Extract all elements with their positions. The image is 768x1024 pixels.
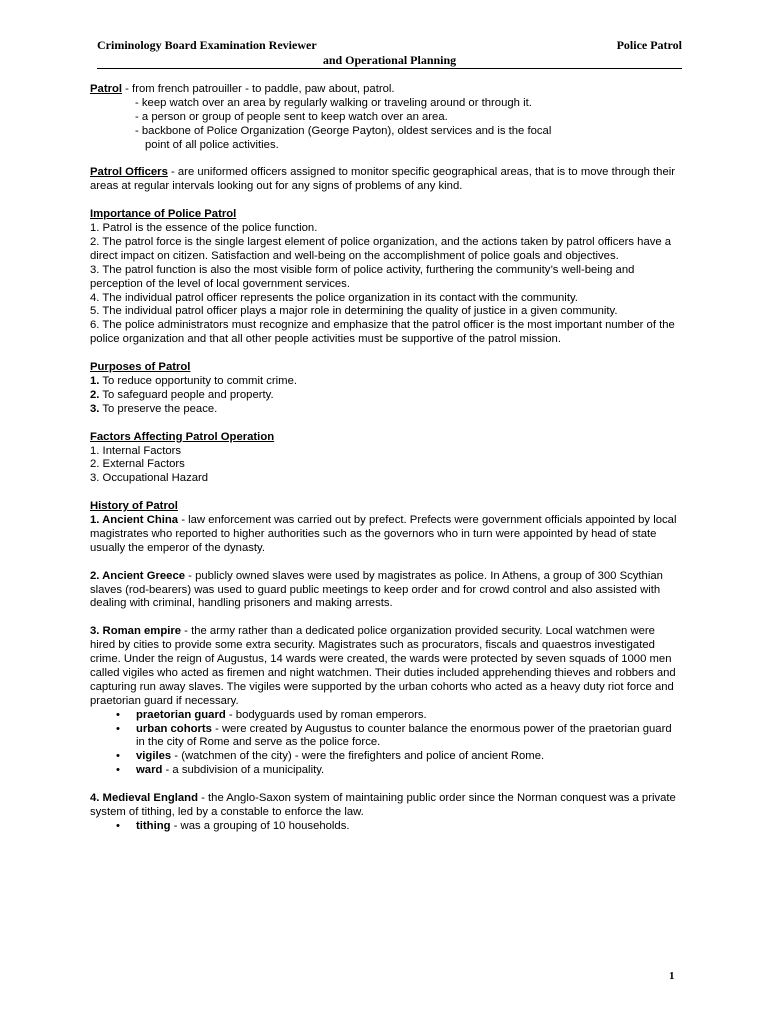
- importance-item: 5. The individual patrol officer plays a major role in determining the quality of justice in a given community.: [90, 305, 618, 318]
- header-title-line2: and Operational Planning: [322, 53, 457, 67]
- list-item: [90, 709, 680, 723]
- header-title-right: Police Patrol: [616, 38, 682, 52]
- bullet-term: urban cohorts: [136, 722, 212, 735]
- history-ancient-greece: [90, 570, 680, 612]
- patrol-officers-definition: [90, 166, 680, 194]
- list-item: [90, 750, 680, 764]
- patrol-officers-term: Patrol Officers: [90, 166, 168, 179]
- history-text: - law enforcement was carried out by prefect. Prefects were government officials appointed by local magistrates who reported to higher authorities such as the governors who in turn were appointed by head of state usually the emperor of the dynasty.: [90, 514, 677, 554]
- patrol-term: Patrol: [90, 83, 123, 95]
- history-text: - the army rather than a dedicated police organization provided security. Local watchmen were hired by cities to provide some extra security. Magistrates such as procurators, fiscals and quaestros investigated crime. Under the reign of Augustus, 14 wards were created, the wards were protected by seven squads of 1000 men called vigiles who acted as firemen and night watchmen. Their duties included apprehending thieves and robbers and capturing run away slaves. The vigiles were supported by the urban cohorts who acted as a heavy duty riot force and praetorian guard if necessary.: [90, 625, 676, 707]
- purpose-item: [90, 403, 680, 417]
- factor-item: 2. External Factors: [90, 458, 185, 471]
- purpose-number: 2.: [90, 388, 100, 401]
- purpose-item: [90, 389, 680, 403]
- patrol-officers-text: - are uniformed officers assigned to monitor specific geographical areas, that is to move through their areas at regular intervals looking out for any signs of problems of any kind.: [90, 166, 676, 193]
- factors-heading: Factors Affecting Patrol Operation: [90, 430, 275, 443]
- patrol-def-4a: - backbone of Police Organization (George Payton), oldest services and is the focal: [135, 124, 552, 137]
- document-body: [90, 83, 680, 834]
- history-text: - publicly owned slaves were used by magistrates as police. In Athens, a group of 300 Scythian slaves (rod-bearers) was used to guard public meetings to keep order and for crowd control and also assisted with dealing with criminal, handling prisoners and making arrests.: [90, 569, 663, 610]
- england-bullet-list: [90, 820, 680, 834]
- bullet-term: ward: [136, 764, 163, 777]
- factor-item: 1. Internal Factors: [90, 444, 182, 457]
- history-term: 1. Ancient China: [90, 514, 179, 527]
- history-term: 3. Roman empire: [90, 625, 182, 638]
- patrol-def-2: - keep watch over an area by regularly walking or traveling around or through it.: [135, 96, 532, 109]
- purpose-number: 3.: [90, 402, 100, 415]
- bullet-text: - (watchmen of the city) - were the firefighters and police of ancient Rome.: [171, 750, 545, 763]
- bullet-term: vigiles: [136, 750, 172, 763]
- purpose-number: 1.: [90, 374, 100, 387]
- bullet-text: - were created by Augustus to counter balance the enormous power of the praetorian guard in the city of Rome and serve as the police force.: [136, 722, 672, 749]
- patrol-definition: [90, 83, 680, 97]
- bullet-text: - was a grouping of 10 households.: [170, 819, 350, 832]
- page-header: [97, 38, 682, 69]
- list-item: [90, 764, 680, 778]
- list-item: [90, 723, 680, 751]
- list-item: [90, 820, 680, 834]
- history-text: - the Anglo-Saxon system of maintaining public order since the Norman conquest was a private system of tithing, led by a constable to enforce the law.: [90, 792, 676, 818]
- bullet-term: praetorian guard: [136, 708, 226, 721]
- importance-heading: Importance of Police Patrol: [90, 208, 237, 221]
- history-roman-empire: [90, 625, 680, 708]
- purposes-heading: Purposes of Patrol: [90, 361, 191, 374]
- bullet-text: - a subdivision of a municipality.: [162, 764, 325, 777]
- bullet-text: - bodyguards used by roman emperors.: [225, 708, 427, 721]
- header-title-left: Criminology Board Examination Reviewer: [97, 38, 317, 52]
- page-number: 1: [669, 970, 675, 982]
- purpose-text: To safeguard people and property.: [99, 388, 274, 401]
- importance-item: 6. The police administrators must recognize and emphasize that the patrol officer is the most important number of the police organization and that all other people activities must be supportive of the patrol mission.: [90, 319, 675, 346]
- patrol-def-3: - a person or group of people sent to keep watch over an area.: [135, 110, 448, 123]
- purpose-text: To reduce opportunity to commit crime.: [99, 374, 297, 387]
- purpose-text: To preserve the peace.: [99, 402, 218, 415]
- roman-bullet-list: [90, 709, 680, 779]
- importance-item: 2. The patrol force is the single largest element of police organization, and the actions taken by patrol officers have a direct impact on citizen. Satisfaction and well-being on the accomplishment of police goals and objectives.: [90, 235, 672, 262]
- patrol-def-1: - from french patrouiller - to paddle, paw about, patrol.: [122, 83, 395, 95]
- history-medieval-england: [90, 792, 680, 820]
- patrol-def-4b: point of all police activities.: [145, 138, 279, 151]
- importance-item: 1. Patrol is the essence of the police function.: [90, 222, 318, 235]
- history-term: 4. Medieval England: [90, 792, 198, 805]
- importance-item: 4. The individual patrol officer represents the police organization in its contact with the community.: [90, 291, 578, 304]
- factor-item: 3. Occupational Hazard: [90, 472, 209, 485]
- importance-item: 3. The patrol function is also the most visible form of police activity, furthering the community’s well-being and perception of the level of local government services.: [90, 263, 635, 290]
- purpose-item: [90, 375, 680, 389]
- history-ancient-china: [90, 514, 680, 556]
- bullet-term: tithing: [136, 819, 171, 832]
- history-heading: History of Patrol: [90, 500, 178, 513]
- history-term: 2. Ancient Greece: [90, 569, 186, 582]
